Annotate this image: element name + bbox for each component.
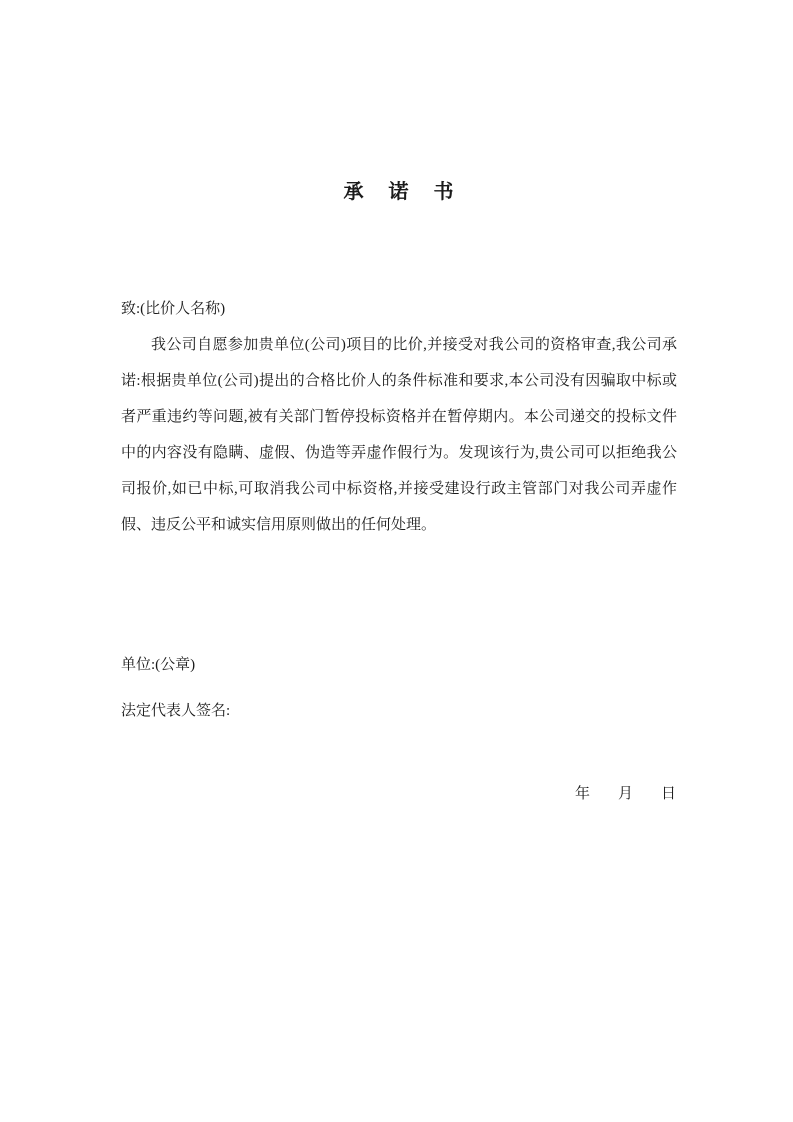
document-body (121, 291, 677, 543)
salutation-line: 致:(比价人名称) (121, 301, 226, 317)
legal-representative-signature-line: 法定代表人签名: (121, 703, 231, 719)
commitment-paragraph: 我公司自愿参加贵单位(公司)项目的比价,并接受对我公司的资格审查,我公司承诺:根据贵单位(公司)提出的合格比价人的条件标准和要求,本公司没有因骗取中标或者严重违约等问题,被有关部门暂停投标资格并在暂停期内。本公司递交的投标文件中的内容没有隐瞒、虚假、伪造等弄虚作假行为。发现该行为,贵公司可以拒绝我公司报价,如已中标,可取消我公司中标资格,并接受建设行政主管部门对我公司弄虚作假、违反公平和诚实信用原则做出的任何处理。 (121, 337, 677, 533)
document-title: 承 诺 书 (343, 181, 455, 203)
date-line (575, 784, 676, 804)
unit-seal-line: 单位:(公章) (121, 657, 196, 673)
month-label: 月 (617, 786, 633, 802)
day-label: 日 (660, 786, 676, 802)
year-label: 年 (574, 786, 590, 802)
